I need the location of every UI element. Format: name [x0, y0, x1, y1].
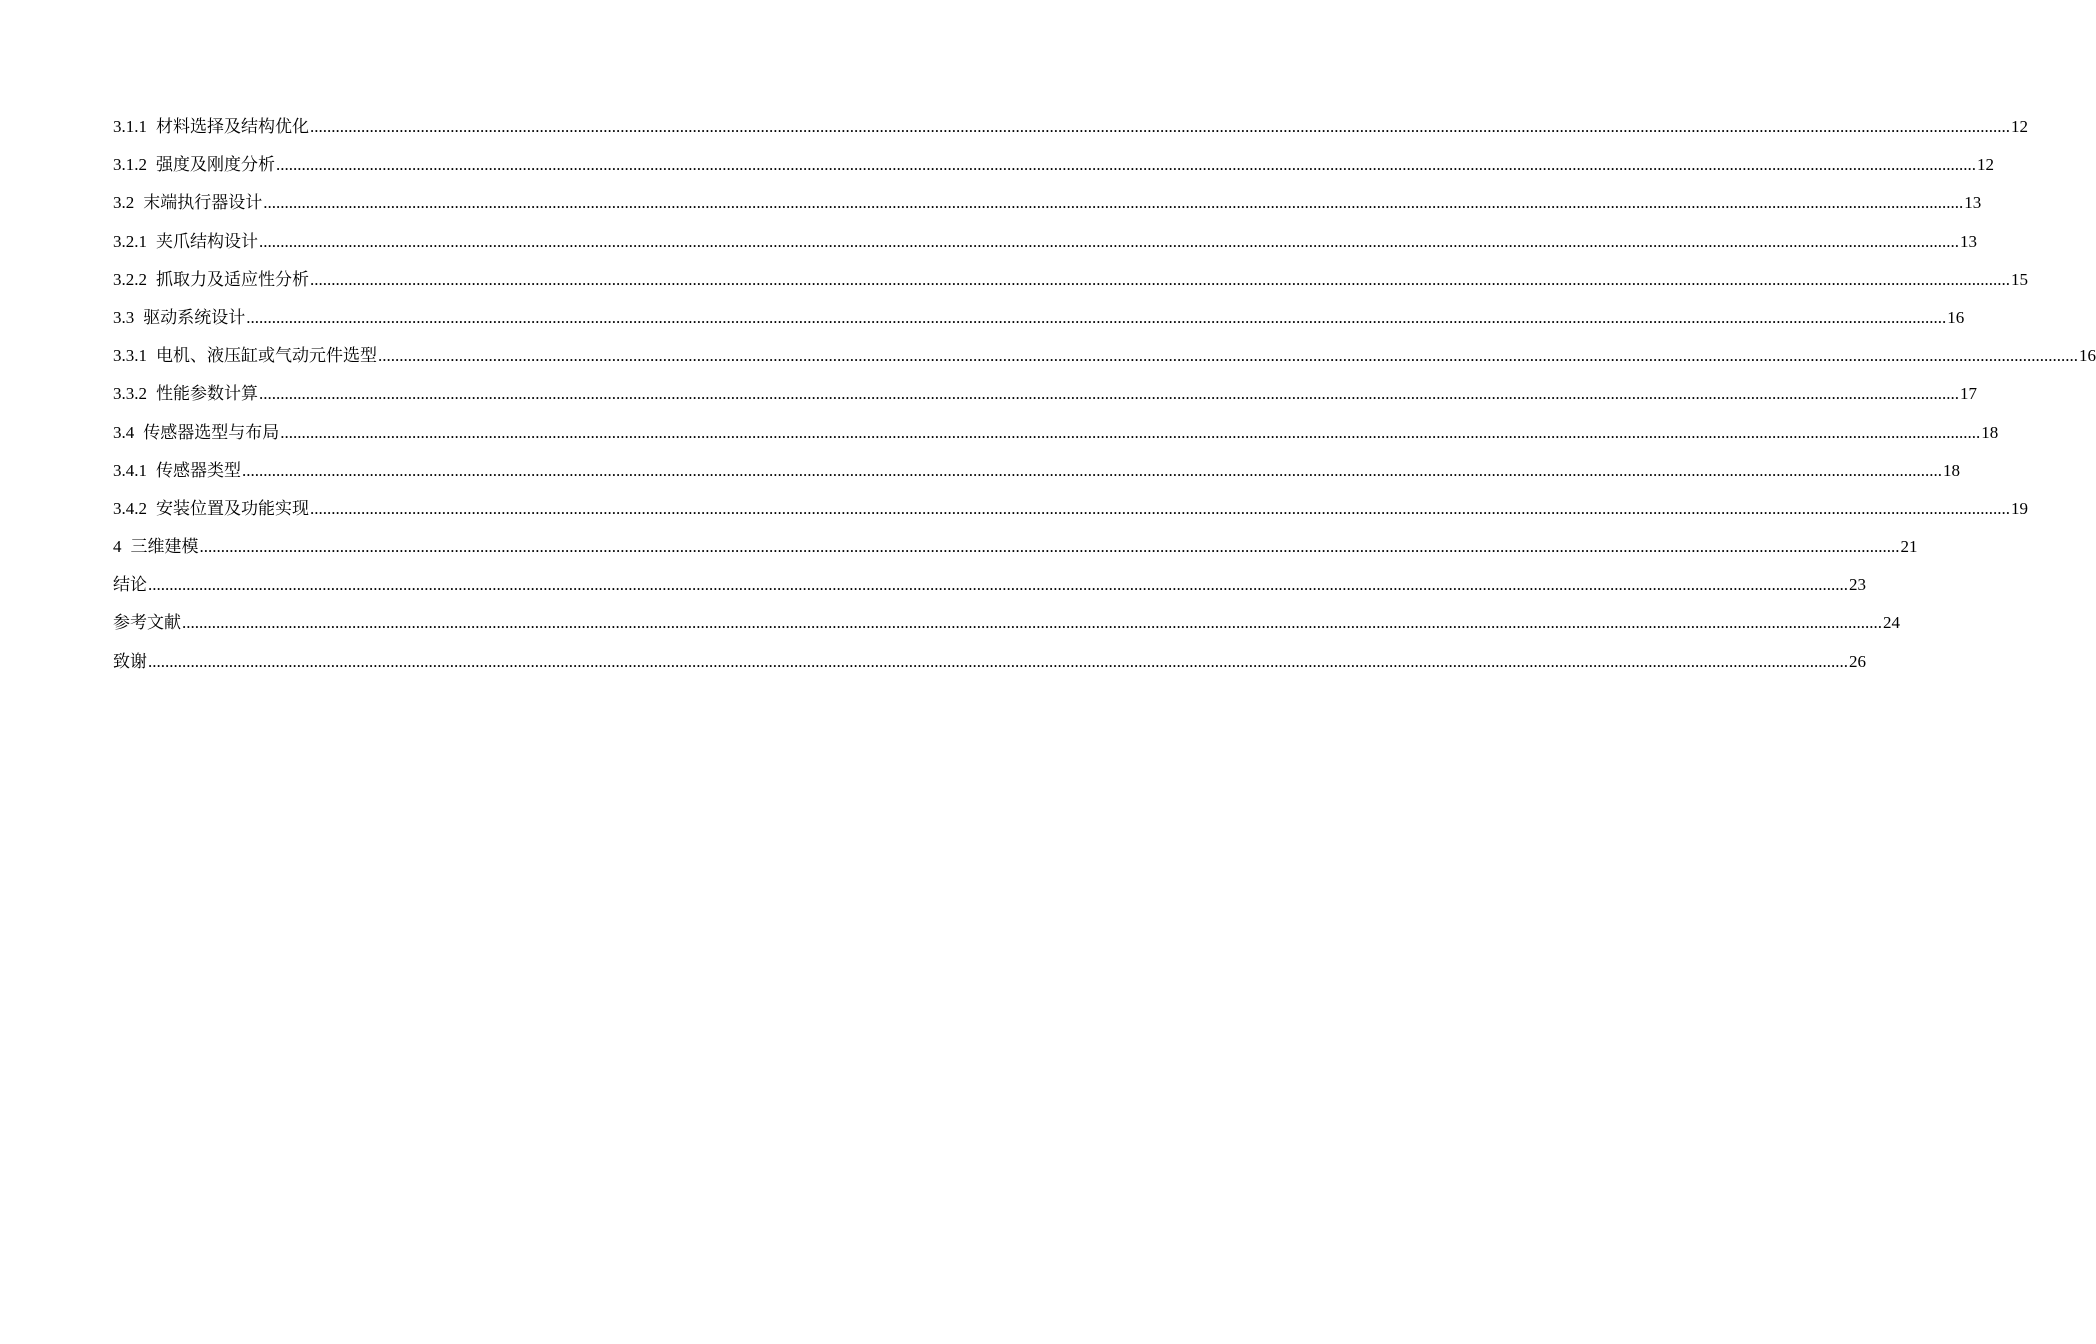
toc-entry-label: 三维建模: [130, 537, 199, 557]
toc-entry-page: 23: [1849, 575, 1866, 595]
toc-entry-page: 18: [1943, 460, 1960, 480]
toc-dot-leader: ................................................................................................................................................................................................................................................................................................................................................................................................................: [378, 346, 2078, 366]
toc-entry-number: 3.2: [113, 193, 135, 213]
toc-entry-label: 性能参数计算: [156, 384, 258, 404]
toc-entry[interactable]: [113, 306, 1965, 344]
toc-entry-label: 电机、液压缸或气动元件选型: [156, 346, 377, 366]
toc-entry-page: 17: [1960, 384, 1977, 404]
toc-dot-leader: ................................................................................................................................................................................................................................................................................................................................................................................................................: [259, 231, 1959, 251]
toc-entry-page: 13: [1964, 193, 1982, 213]
toc-entry-label: 抓取力及适应性分析: [156, 269, 309, 289]
toc-entry-page: 12: [2011, 117, 2028, 136]
toc-entry-number: 3.4: [113, 422, 135, 442]
toc-entry-number: 3.3.2: [113, 384, 147, 404]
toc-dot-leader: ................................................................................................................................................................................................................................................................................................................................................................................................................: [263, 193, 1964, 213]
toc-dot-leader: ................................................................................................................................................................................................................................................................................................................................................................................................................: [276, 155, 1976, 175]
toc-entry-number: 3.2.1: [113, 231, 147, 251]
toc-entry[interactable]: [113, 497, 2028, 535]
toc-entry[interactable]: [113, 115, 2028, 153]
toc-entry-page: 16: [1947, 307, 1965, 327]
toc-entry-page: 19: [2011, 498, 2028, 518]
toc-entry-number: 3.1.1: [113, 117, 147, 136]
toc-entry-label: 强度及刚度分析: [156, 155, 275, 175]
toc-entry-number: 3.4.1: [113, 460, 147, 480]
toc-entry-label: 传感器选型与布局: [143, 422, 280, 442]
toc-entry[interactable]: [113, 230, 1977, 268]
toc-dot-leader: ................................................................................................................................................................................................................................................................................................................................................................................................................: [310, 117, 2010, 136]
toc-entry-page: 18: [1981, 422, 1999, 442]
toc-entry-page: 13: [1960, 231, 1977, 251]
toc-entry-title: [113, 573, 147, 597]
toc-entry-number: 3.1.2: [113, 155, 147, 175]
toc-entry-label: 驱动系统设计: [143, 307, 246, 327]
toc-entry-label: 安装位置及功能实现: [156, 498, 309, 518]
toc-entry[interactable]: [113, 344, 2096, 382]
toc-entry-title: [113, 497, 309, 521]
toc-entry-title: [113, 459, 241, 483]
toc-entry-label: 末端执行器设计: [143, 193, 263, 213]
toc-entry-label: 夹爪结构设计: [156, 231, 258, 251]
toc-entry-number: 3.3: [113, 307, 135, 327]
toc-entry-page: 24: [1883, 613, 1900, 633]
toc-entry[interactable]: [113, 421, 1999, 459]
toc-entry-page: 16: [2079, 346, 2096, 366]
toc-entry-title: [113, 230, 258, 254]
toc-entry-label: 结论: [113, 575, 147, 595]
toc-dot-leader: ................................................................................................................................................................................................................................................................................................................................................................................................................: [310, 269, 2010, 289]
toc-dot-leader: ................................................................................................................................................................................................................................................................................................................................................................................................................: [280, 422, 1981, 442]
toc-entry-number: 4: [113, 537, 122, 557]
toc-dot-leader: ................................................................................................................................................................................................................................................................................................................................................................................................................: [246, 307, 1947, 327]
toc-entry-title: [113, 650, 147, 674]
toc-entry[interactable]: [113, 650, 1866, 688]
toc-entry-title: [113, 611, 181, 635]
table-of-contents: [113, 115, 2096, 688]
toc-entry-title: [113, 306, 245, 330]
toc-entry[interactable]: [113, 611, 1900, 649]
toc-entry-number: 3.2.2: [113, 269, 147, 289]
toc-entry-title: [113, 115, 309, 139]
toc-entry[interactable]: [113, 573, 1866, 611]
toc-dot-leader: ................................................................................................................................................................................................................................................................................................................................................................................................................: [242, 460, 1942, 480]
toc-entry-title: [113, 382, 258, 406]
toc-dot-leader: ................................................................................................................................................................................................................................................................................................................................................................................................................: [182, 613, 1882, 633]
toc-entry[interactable]: [113, 382, 1977, 420]
toc-entry[interactable]: [113, 153, 1994, 191]
toc-entry-title: [113, 535, 199, 559]
toc-entry-label: 传感器类型: [156, 460, 241, 480]
toc-entry-label: 致谢: [113, 651, 147, 671]
toc-entry-title: [113, 421, 279, 445]
toc-entry-number: 3.4.2: [113, 498, 147, 518]
toc-entry-page: 21: [1900, 537, 1918, 557]
toc-entry-label: 参考文献: [113, 613, 181, 633]
toc-entry[interactable]: [113, 535, 1918, 573]
toc-entry[interactable]: [113, 268, 2028, 306]
toc-entry-number: 3.3.1: [113, 346, 147, 366]
toc-entry-label: 材料选择及结构优化: [156, 117, 309, 136]
toc-entry[interactable]: [113, 191, 1982, 229]
toc-entry-title: [113, 344, 377, 368]
toc-entry-title: [113, 153, 275, 177]
toc-entry-page: 26: [1849, 651, 1866, 671]
toc-entry-page: 12: [1977, 155, 1994, 175]
toc-dot-leader: ................................................................................................................................................................................................................................................................................................................................................................................................................: [310, 498, 2010, 518]
toc-entry-title: [113, 268, 309, 292]
toc-entry-title: [113, 191, 262, 215]
toc-entry[interactable]: [113, 459, 1960, 497]
toc-entry-page: 15: [2011, 269, 2028, 289]
toc-dot-leader: ................................................................................................................................................................................................................................................................................................................................................................................................................: [148, 651, 1848, 671]
toc-dot-leader: ................................................................................................................................................................................................................................................................................................................................................................................................................: [259, 384, 1959, 404]
toc-dot-leader: ................................................................................................................................................................................................................................................................................................................................................................................................................: [199, 537, 1900, 557]
toc-dot-leader: ................................................................................................................................................................................................................................................................................................................................................................................................................: [148, 575, 1848, 595]
